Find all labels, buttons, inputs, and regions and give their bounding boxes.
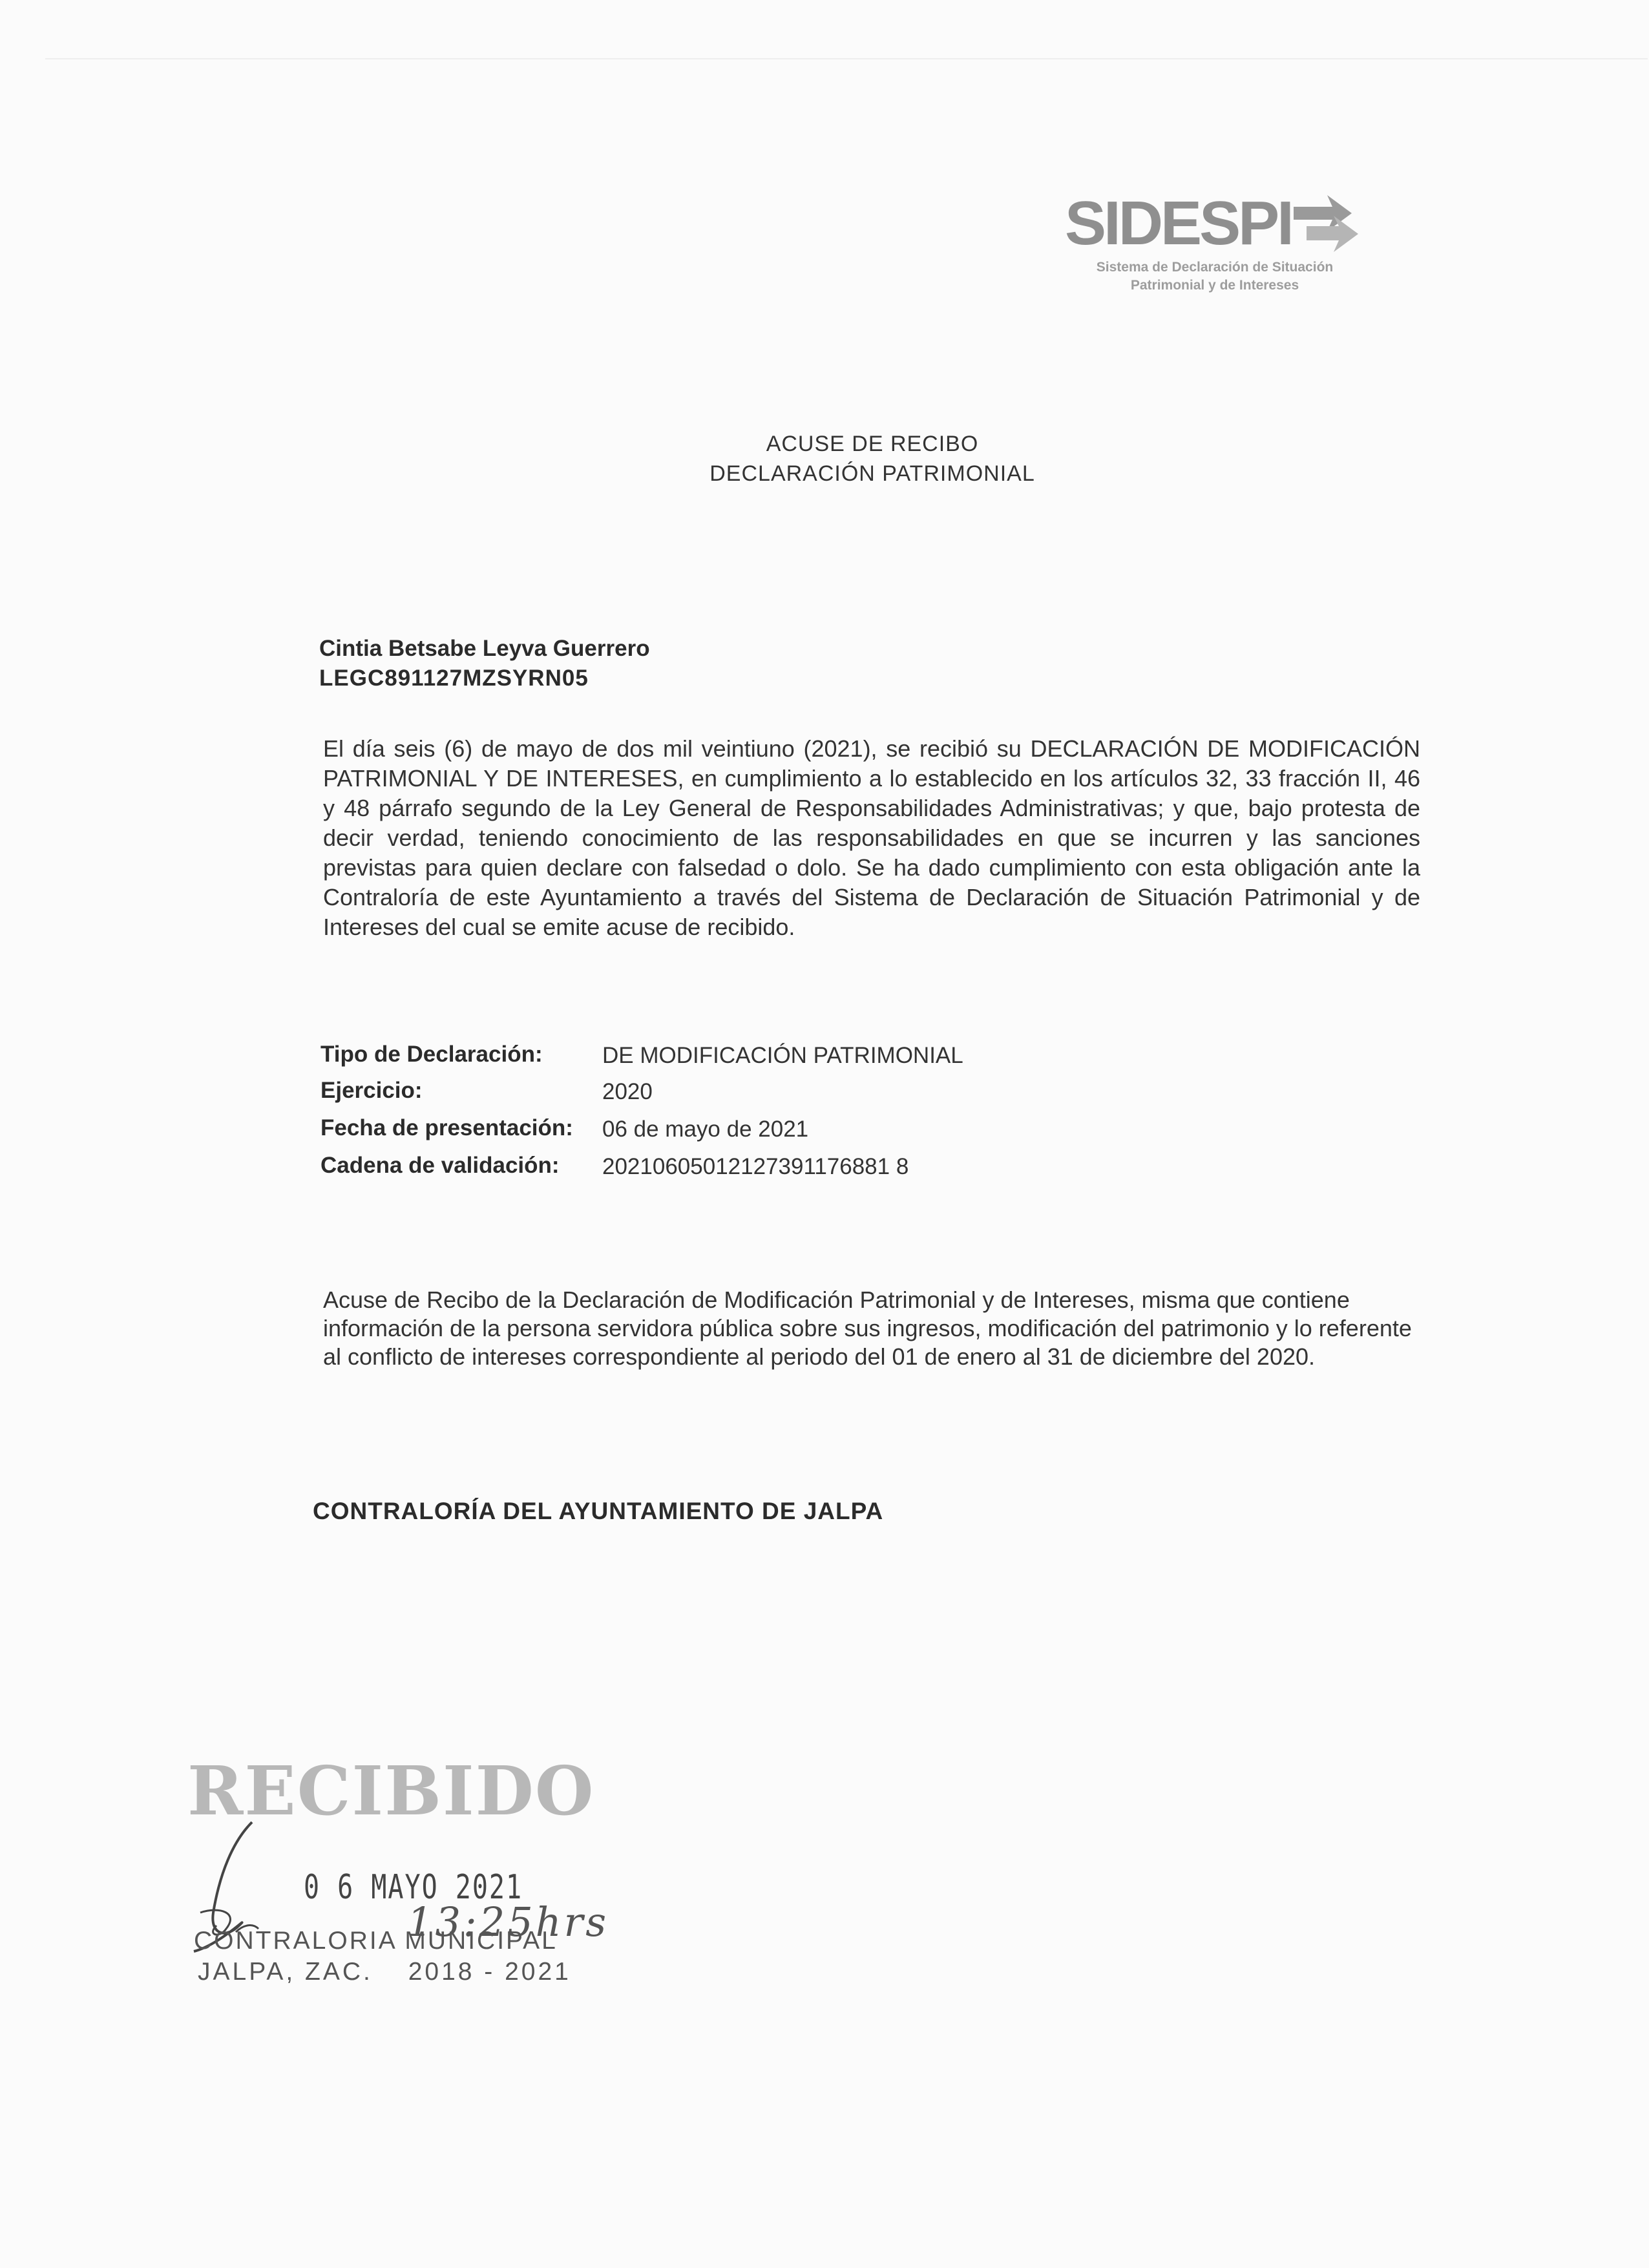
recipient-name: Cintia Betsabe Leyva Guerrero	[319, 636, 650, 661]
logo-subtitle-line1: Sistema de Declaración de Situación	[1096, 260, 1334, 275]
detail-value: DE MODIFICACIÓN PATRIMONIAL	[602, 1043, 963, 1068]
detail-value: 06 de mayo de 2021	[602, 1117, 809, 1142]
received-stamp	[181, 1751, 609, 2003]
detail-value: 20210605012127391176881 8	[602, 1154, 909, 1179]
detail-value: 2020	[602, 1079, 653, 1104]
stamp-time-handwritten: 13:25hrs	[407, 1898, 609, 1946]
body-paragraph: El día seis (6) de mayo de dos mil veintiuno (2021), se recibió su DECLARACIÓN DE MODIFICACIÓN PATRIMONIAL Y DE INTERESES, en cumplimiento a lo establecido en los artículos 32, 33 fracción II, 46 y 48 párrafo segundo de la Ley General de Responsabilidades Administrativas; y que, bajo protesta de decir verdad, teniendo conocimiento de las responsabilidades en que se incurren y las sanciones previstas para quien declare con falsedad o dolo. Se ha dado cumplimiento con esta obligación ante la Contraloría de este Ayuntamiento a través del Sistema de Declaración de Situación Patrimonial y de Intereses del cual se emite acuse de recibido.	[323, 735, 1420, 940]
stamp-period: 2018 - 2021	[408, 1958, 571, 1986]
stamp-date: 0 6 MAYO 2021	[304, 1868, 523, 1907]
logo-wordmark: SIDESPI	[1065, 189, 1292, 258]
recipient-rfc: LEGC891127MZSYRN05	[319, 666, 589, 691]
detail-label: Tipo de Declaración:	[320, 1042, 543, 1067]
document-title: ACUSE DE RECIBO	[766, 432, 979, 456]
double-arrow-icon	[1287, 181, 1365, 258]
document-subtitle: DECLARACIÓN PATRIMONIAL	[709, 461, 1035, 486]
detail-label: Cadena de validación:	[320, 1153, 560, 1178]
sidespi-logo	[1060, 174, 1370, 304]
detail-label: Ejercicio:	[320, 1078, 423, 1103]
issuer-name: CONTRALORÍA DEL AYUNTAMIENTO DE JALPA	[313, 1498, 884, 1524]
logo-subtitle-line2: Patrimonial y de Intereses	[1130, 278, 1299, 293]
summary-paragraph: Acuse de Recibo de la Declaración de Modificación Patrimonial y de Intereses, misma que contiene información de la persona servidora pública sobre sus ingresos, modificación del patrimonio y lo referente al conflicto de intereses correspondiente al periodo del 01 de enero al 31 de diciembre del 2020.	[323, 1286, 1412, 1370]
stamp-office: CONTRALORIA MUNICIPAL	[194, 1927, 558, 1955]
stamp-title: RECIBIDO	[187, 1751, 595, 1831]
stamp-city: JALPA, ZAC.	[198, 1958, 373, 1986]
stamp-location	[198, 1958, 597, 1986]
detail-label: Fecha de presentación:	[320, 1115, 573, 1140]
scan-border-line	[45, 58, 1648, 59]
